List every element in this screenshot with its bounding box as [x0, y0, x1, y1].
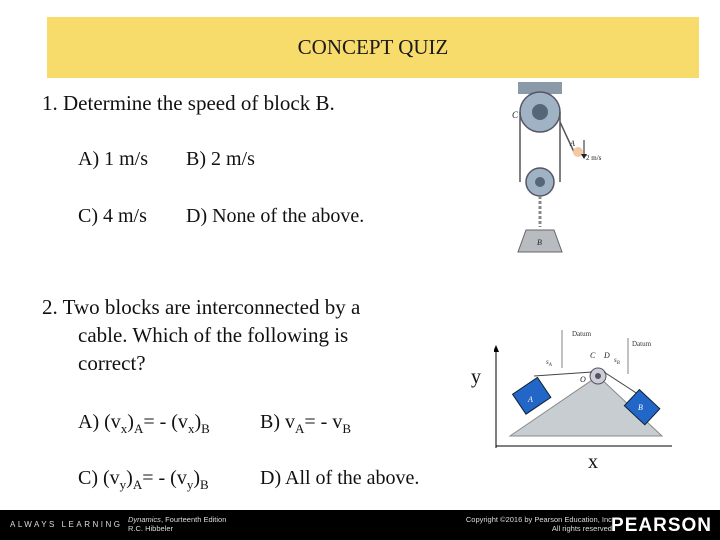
pearson-logo: PEARSON — [611, 515, 712, 536]
question-2-line-2: cable. Which of the following is — [78, 323, 349, 347]
pulley-o-hub — [595, 373, 601, 379]
label-b-incline: B — [638, 403, 643, 412]
footer-bar — [0, 510, 720, 540]
label-c: C — [512, 110, 519, 120]
hand — [573, 147, 583, 157]
label-datum-2: Datum — [632, 340, 652, 348]
label-a-incline: A — [528, 395, 533, 404]
incline-figure — [494, 328, 674, 448]
author-line: R.C. Hibbeler — [128, 523, 174, 533]
question-2-line-3: correct? — [78, 351, 146, 375]
label-o: O — [580, 375, 586, 384]
pulley-c-hub — [532, 104, 548, 120]
title-bar — [47, 17, 699, 78]
label-speed: 2 m/s — [586, 154, 602, 162]
question-2-line-1: 2. Two blocks are interconnected by a — [42, 295, 361, 319]
question-1: 1. Determine the speed of block B. — [42, 91, 335, 115]
q2-option-a: A) $(v_x)_A= - (v_x)_B$ — [78, 411, 210, 436]
y-axis-label: y — [471, 366, 481, 388]
q2-option-d: D) All of the above. — [260, 467, 420, 489]
q2-option-b: B) $v_A= - v_B$ — [260, 411, 352, 436]
label-c-incline: C — [590, 351, 596, 360]
label-d-incline: D — [604, 351, 610, 360]
label-datum-1: Datum — [572, 330, 592, 338]
q1-option-c: C) 4 m/s — [78, 205, 147, 227]
label-sb: $s_B$ — [614, 356, 620, 366]
copyright-notice — [466, 516, 614, 533]
q1-option-d: D) None of the above. — [186, 205, 365, 227]
label-sa: $s_A$ — [546, 358, 552, 368]
book-title-line: Dynamics, Fourteenth Edition — [128, 515, 227, 524]
label-a: A — [570, 139, 575, 148]
rights-line: All rights reserved. — [551, 523, 614, 533]
book-credit — [128, 516, 226, 533]
pulley-figure — [502, 82, 612, 262]
y-axis-arrowhead — [494, 345, 499, 352]
page-title: CONCEPT QUIZ — [297, 35, 449, 59]
label-b: B — [537, 238, 542, 247]
always-learning-tagline: ALWAYS LEARNING — [10, 520, 123, 529]
x-axis-label: x — [588, 451, 598, 473]
q1-option-a: A) 1 m/s — [78, 148, 148, 170]
q2-option-c: C) $(v_y)_A= - (v_y)_B$ — [78, 467, 209, 492]
copyright-line: Copyright ©2016 by Pearson Education, Inc. — [465, 515, 614, 524]
pulley-lower-hub — [535, 177, 545, 187]
q1-option-b: B) 2 m/s — [186, 148, 255, 170]
